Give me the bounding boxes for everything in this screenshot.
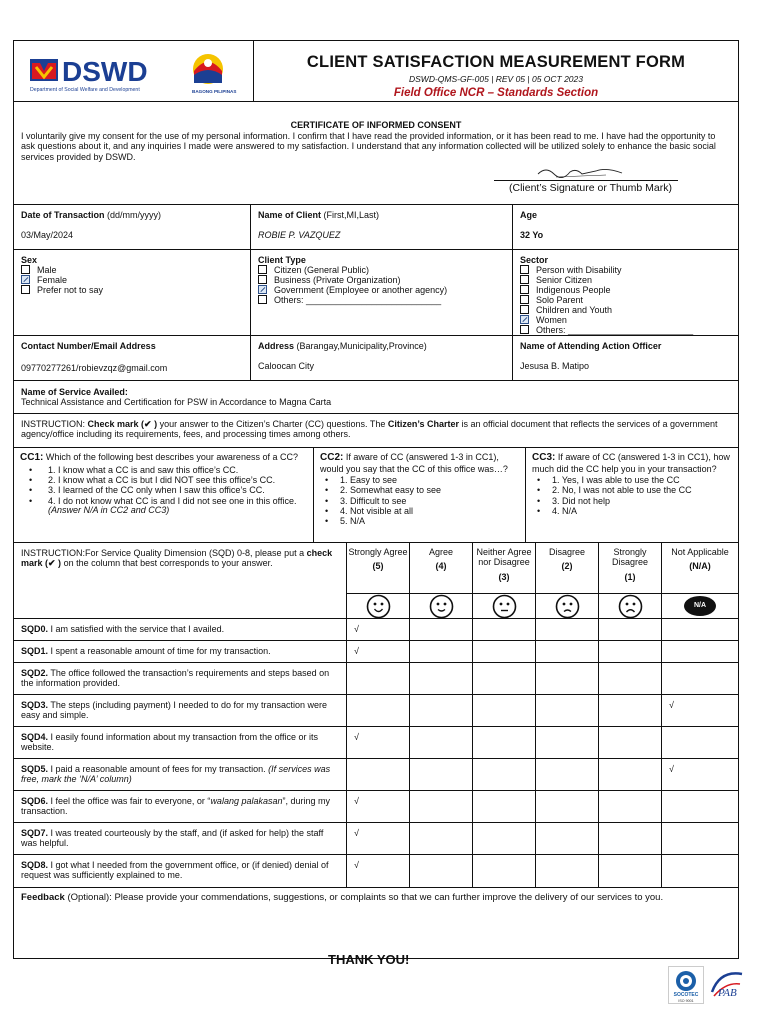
contact-row <box>14 336 738 381</box>
option-label: Male <box>37 265 57 276</box>
sad-face-icon <box>555 594 580 619</box>
option-item[interactable] <box>258 275 505 285</box>
scale-header <box>599 543 662 594</box>
sqd-text: I am satisfied with the service that I availed. <box>48 624 225 634</box>
rating-cell[interactable] <box>662 823 738 855</box>
option-label: Indigenous People <box>536 285 611 296</box>
cc-questions <box>14 448 738 543</box>
form-title: CLIENT SATISFACTION MEASUREMENT FORM <box>306 53 686 71</box>
client-type-label: Client Type <box>258 255 306 265</box>
checked-checkbox[interactable] <box>258 285 267 294</box>
check-mark-icon: √ <box>354 732 359 742</box>
emoji-cell <box>536 594 599 619</box>
sqd-text: The steps (including payment) I needed to do for my transaction were easy and simple. <box>21 700 327 721</box>
checkbox[interactable] <box>21 285 30 294</box>
consent-section <box>14 102 738 205</box>
age-value[interactable]: 32 Yo <box>520 230 544 241</box>
contact-cell <box>14 336 251 380</box>
sector-options <box>520 265 731 335</box>
rating-cell[interactable] <box>599 791 662 823</box>
sqd-code: SQD8. <box>21 860 49 870</box>
rating-cell[interactable] <box>473 823 536 855</box>
checkbox[interactable] <box>258 265 267 274</box>
rating-cell[interactable] <box>536 759 599 791</box>
rating-cell[interactable] <box>599 727 662 759</box>
checkbox[interactable] <box>520 325 529 334</box>
cc1-label: CC1: <box>20 452 44 463</box>
cc-instruction-suffix: is an official document that reflects the services of a government agency/office including its requirements, fees, and processing times among others. <box>21 419 718 440</box>
rating-cell[interactable] <box>410 759 473 791</box>
logo-subtext: Department of Social Welfare and Development <box>30 87 140 93</box>
pab-logo-icon <box>706 966 746 1004</box>
dswd-logo-icon <box>14 41 254 101</box>
sqd-question <box>14 663 347 695</box>
bagong-pilipinas-text: BAGONG PILIPINAS <box>192 89 237 94</box>
pab-badge <box>706 966 746 1004</box>
service-label: Name of Service Availed <box>21 387 125 397</box>
scale-number: (2) <box>561 561 573 572</box>
rating-cell[interactable] <box>347 663 410 695</box>
feedback-section[interactable] <box>14 888 738 958</box>
rating-cell[interactable] <box>599 641 662 663</box>
socotec-logo-icon <box>669 967 703 1003</box>
option-item[interactable] <box>21 265 243 275</box>
cc-option[interactable]: • 3. Did not help <box>532 496 732 506</box>
officer-cell <box>513 336 738 380</box>
scale-header <box>410 543 473 594</box>
address-label: Address <box>258 341 295 351</box>
sqd-table <box>14 543 738 887</box>
cc-option[interactable]: • 2. I know what a CC is but I did NOT see this office’s CC. <box>20 475 307 485</box>
scale-header <box>473 543 536 594</box>
rating-cell[interactable] <box>536 823 599 855</box>
option-label: Prefer not to say <box>37 285 104 296</box>
rating-cell[interactable] <box>473 641 536 663</box>
sqd-text: I feel the office was fair to everyone, or “ <box>48 796 211 806</box>
checked-checkbox[interactable] <box>520 315 529 324</box>
sqd-code: SQD0. <box>21 624 49 634</box>
rating-cell[interactable] <box>662 695 738 727</box>
rating-cell[interactable] <box>473 759 536 791</box>
cc-option[interactable]: • 1. I know what a CC is and saw this office’s CC. <box>20 465 307 475</box>
check-mark-icon: √ <box>669 764 674 774</box>
na-badge-icon: N/A <box>684 596 716 616</box>
rating-cell[interactable] <box>599 855 662 887</box>
rating-cell[interactable] <box>473 855 536 887</box>
sqd-code: SQD3. <box>21 700 49 710</box>
date-hint: (dd/mm/yyyy) <box>107 210 162 220</box>
rating-cell[interactable] <box>662 855 738 887</box>
option-item[interactable] <box>520 305 731 315</box>
check-mark-icon: √ <box>354 796 359 806</box>
cc3-options <box>532 475 732 516</box>
address-value[interactable]: Caloocan City <box>258 361 315 372</box>
cc2-question: If aware of CC (answered 1-3 in CC1), would you say that the CC of this office was…? <box>320 452 508 474</box>
sqd-instruction <box>14 543 347 619</box>
option-label: Women <box>536 315 567 326</box>
sqd-question <box>14 855 347 887</box>
happy-face-icon <box>429 594 454 619</box>
cc-instruction-check: Check mark (✔ ) <box>87 419 158 429</box>
cc-instruction-charter: Citizen’s Charter <box>387 419 460 429</box>
cc-instruction <box>14 414 738 448</box>
socotec-badge <box>668 966 704 1004</box>
option-item[interactable] <box>520 275 731 285</box>
address-hint: (Barangay,Municipality,Province) <box>296 341 427 351</box>
rating-cell[interactable] <box>473 695 536 727</box>
option-label: Solo Parent <box>536 295 584 306</box>
rating-cell[interactable] <box>347 791 410 823</box>
officer-label: Name of Attending Action Officer <box>520 341 662 351</box>
sqd-question <box>14 759 347 791</box>
rating-cell[interactable] <box>347 695 410 727</box>
rating-cell[interactable] <box>347 619 410 641</box>
rating-cell[interactable] <box>410 641 473 663</box>
checked-checkbox[interactable] <box>21 275 30 284</box>
sqd-question <box>14 619 347 641</box>
option-item[interactable] <box>258 285 505 295</box>
very-sad-face-icon <box>618 594 643 619</box>
rating-cell[interactable] <box>347 727 410 759</box>
age-label: Age <box>520 210 538 220</box>
scale-label: Neither Agree nor Disagree <box>476 547 532 568</box>
option-item[interactable] <box>520 325 731 335</box>
rating-cell[interactable] <box>410 663 473 695</box>
rating-cell[interactable] <box>410 619 473 641</box>
option-item[interactable] <box>520 295 731 305</box>
sqd-note: (If services was free, mark the ‘N/A’ column) <box>21 764 331 785</box>
cc1-note: (Answer N/A in CC2 and CC3) <box>48 504 170 515</box>
option-label: Person with Disability <box>536 265 622 276</box>
rating-cell[interactable] <box>473 727 536 759</box>
sqd-text: The office followed the transaction’s requirements and steps based on the information provided. <box>21 668 330 689</box>
service-row: Name of Service Availed: Technical Assistance and Certification for PSW in Accordance to Magna Carta <box>14 381 738 414</box>
cc-option[interactable]: • 1. Easy to see <box>320 475 519 485</box>
rating-cell[interactable] <box>347 641 410 663</box>
cc-option[interactable]: • 2. Somewhat easy to see <box>320 485 519 495</box>
rating-cell[interactable] <box>536 791 599 823</box>
option-label: Government (Employee or another agency) <box>274 285 448 296</box>
feedback-label: Feedback <box>21 892 65 903</box>
sqd-code: SQD7. <box>21 828 49 838</box>
emoji-cell <box>473 594 536 619</box>
form-frame <box>13 40 739 959</box>
option-label: Business (Private Organization) <box>274 275 401 286</box>
check-mark-icon: √ <box>354 624 359 634</box>
rating-cell[interactable] <box>599 695 662 727</box>
sqd-text: I spent a reasonable amount of time for my transaction. <box>48 646 271 656</box>
cc-option[interactable]: • 3. Difficult to see <box>320 496 519 506</box>
emoji-cell <box>599 594 662 619</box>
rating-cell[interactable] <box>599 663 662 695</box>
scale-label: Disagree <box>548 547 586 557</box>
rating-cell[interactable] <box>536 727 599 759</box>
sqd-tail: ”, during my transaction. <box>21 796 331 817</box>
rating-cell[interactable] <box>662 727 738 759</box>
client-name-cell <box>251 205 513 249</box>
rating-cell[interactable] <box>473 663 536 695</box>
sqd-question <box>14 695 347 727</box>
signature-label: (Client’s Signature or Thumb Mark) <box>508 182 672 194</box>
option-item[interactable] <box>258 265 505 275</box>
logo-text: DSWD <box>62 56 148 87</box>
scale-number: (5) <box>372 561 384 572</box>
client-name-label: Name of Client <box>258 210 322 220</box>
neutral-face-icon <box>492 594 517 619</box>
rating-cell[interactable] <box>662 619 738 641</box>
option-label: Senior Citizen <box>536 275 593 286</box>
rating-cell[interactable] <box>536 619 599 641</box>
service-value[interactable]: Technical Assistance and Certification for PSW in Accordance to Magna Carta <box>21 397 332 408</box>
consent-heading: CERTIFICATE OF INFORMED CONSENT <box>290 120 462 130</box>
rating-cell[interactable] <box>599 759 662 791</box>
sqd-instruction-prefix: INSTRUCTION:For Service Quality Dimension (SQD) 0-8, please put a <box>21 548 307 558</box>
rating-cell[interactable] <box>599 823 662 855</box>
rating-cell[interactable] <box>536 855 599 887</box>
client-type-options <box>258 265 505 305</box>
rating-cell[interactable] <box>473 619 536 641</box>
logo-area <box>14 41 254 101</box>
check-mark-icon: √ <box>354 646 359 656</box>
rating-cell[interactable] <box>410 695 473 727</box>
contact-value[interactable]: 09770277261/robievzqz@gmail.com <box>21 363 168 374</box>
signature-line <box>494 180 678 181</box>
cc1-cell <box>14 448 314 542</box>
checkbox[interactable] <box>520 285 529 294</box>
scale-label: Strongly Agree <box>348 547 408 557</box>
check-mark-icon: √ <box>354 860 359 870</box>
option-item[interactable] <box>520 265 731 275</box>
option-item[interactable] <box>21 275 243 285</box>
emoji-cell <box>410 594 473 619</box>
form-header <box>14 41 738 102</box>
check-mark-icon: √ <box>669 700 674 710</box>
cc-option[interactable]: • 4. N/A <box>532 506 732 516</box>
client-name-hint: (First,MI,Last) <box>323 210 380 220</box>
option-item[interactable] <box>520 285 731 295</box>
cc-instruction-mid: your answer to the Citizen’s Charter (CC) questions. The <box>157 419 388 429</box>
date-cell <box>14 205 251 249</box>
option-label: Others: ___________________________ <box>274 295 442 306</box>
rating-cell[interactable] <box>662 663 738 695</box>
signature-scribble <box>536 162 626 182</box>
sex-options <box>21 265 243 295</box>
sqd-code: SQD1. <box>21 646 49 656</box>
option-label: Children and Youth <box>536 305 613 316</box>
scale-header <box>536 543 599 594</box>
very-happy-face-icon <box>366 594 391 619</box>
scale-header <box>347 543 410 594</box>
rating-cell[interactable] <box>662 791 738 823</box>
cc-option[interactable]: • 4. I do not know what CC is and I did not see one in this office. <box>20 496 307 506</box>
socotec-text: SOCOTEC <box>673 992 699 998</box>
sqd-question <box>14 727 347 759</box>
cc3-cell <box>526 448 738 542</box>
cc1-options <box>20 465 307 506</box>
client-name-value[interactable]: ROBIE P. VAZQUEZ <box>258 230 341 241</box>
consent-text: I voluntarily give my consent for the use of my personal information. I confirm that I have read the provided information, or it has been read to me. I have had the opportunity to ask questions about it, and any inquiries I made were answered to my satisfaction. I understand that any information collected will be utilized solely to enhance the basic social services provided by DSWD. <box>21 131 716 162</box>
scale-label: Not Applicable <box>671 547 729 557</box>
sqd-code: SQD6. <box>21 796 49 806</box>
sqd-question <box>14 791 347 823</box>
rating-cell[interactable] <box>410 823 473 855</box>
cc-option[interactable]: • 3. I learned of the CC only when I saw this office’s CC. <box>20 485 307 495</box>
checkbox[interactable] <box>520 265 529 274</box>
scale-number: (4) <box>435 561 447 572</box>
sqd-text: I was treated courteously by the staff, and (if asked for help) the staff was helpful. <box>21 828 324 849</box>
cc1-question: Which of the following best describes your awareness of a CC? <box>43 452 298 462</box>
sqd-text: I paid a reasonable amount of fees for my transaction. <box>48 764 269 774</box>
cc3-question: If aware of CC (answered 1-3 in CC1), how much did the CC help you in your transaction? <box>532 452 730 474</box>
scale-label: Strongly Disagree <box>611 547 649 568</box>
checkbox[interactable] <box>520 305 529 314</box>
scale-number: (1) <box>624 571 636 582</box>
sqd-text: I got what I needed from the government office, or (if denied) denial of request was sufficiently explained to me. <box>21 860 329 881</box>
contact-label: Contact Number/Email Address <box>21 341 156 351</box>
date-value[interactable]: 03/May/2024 <box>21 230 74 241</box>
sqd-code: SQD4. <box>21 732 49 742</box>
rating-cell[interactable] <box>536 641 599 663</box>
sqd-code: SQD2. <box>21 668 49 678</box>
option-item[interactable] <box>258 295 505 305</box>
sqd-code: SQD5. <box>21 764 49 774</box>
rating-cell[interactable] <box>536 695 599 727</box>
sqd-emphasis: walang palakasan <box>210 796 283 806</box>
cc-option[interactable]: • 1. Yes, I was able to use the CC <box>532 475 732 485</box>
sqd-section <box>14 543 738 888</box>
cc-option[interactable]: • 5. N/A <box>320 516 519 526</box>
scale-label: Agree <box>428 547 454 557</box>
checkbox[interactable] <box>520 295 529 304</box>
cc-instruction-prefix: INSTRUCTION: <box>21 419 88 429</box>
check-mark-icon: √ <box>354 828 359 838</box>
sector-cell <box>513 250 738 335</box>
address-cell <box>251 336 513 380</box>
rating-cell[interactable] <box>410 727 473 759</box>
scale-number: (N/A) <box>689 561 711 572</box>
rating-cell[interactable] <box>599 619 662 641</box>
sqd-instruction-check: check mark (✔ ) <box>21 548 333 569</box>
officer-value[interactable]: Jesusa B. Matipo <box>520 361 590 372</box>
rating-cell[interactable] <box>347 823 410 855</box>
option-item[interactable] <box>520 315 731 325</box>
cc2-options <box>320 475 519 527</box>
sex-cell <box>14 250 251 335</box>
client-type-cell <box>251 250 513 335</box>
rating-cell[interactable] <box>473 791 536 823</box>
sex-label: Sex <box>21 255 38 265</box>
checkbox[interactable] <box>520 275 529 284</box>
pab-text: PAB <box>718 987 737 999</box>
scale-number: (3) <box>498 571 510 582</box>
emoji-cell <box>662 594 738 619</box>
office-name: Field Office NCR – Standards Section <box>393 86 599 99</box>
checkbox[interactable] <box>258 295 267 304</box>
rating-cell[interactable] <box>536 663 599 695</box>
rating-cell[interactable] <box>410 855 473 887</box>
sqd-instruction-suffix: on the column that best corresponds to your answer. <box>61 558 273 569</box>
rating-cell[interactable] <box>347 759 410 791</box>
transaction-row <box>14 205 738 250</box>
title-block <box>254 41 738 101</box>
cc2-label: CC2: <box>320 452 344 463</box>
sqd-text: I easily found information about my transaction from the office or its website. <box>21 732 318 753</box>
option-label: Citizen (General Public) <box>274 265 370 276</box>
sqd-question <box>14 641 347 663</box>
option-item[interactable] <box>21 285 243 295</box>
option-label: Female <box>37 275 68 286</box>
thank-you: THANK YOU! <box>328 952 410 967</box>
checkbox[interactable] <box>21 265 30 274</box>
cc-option[interactable]: • 2. No, I was not able to use the CC <box>532 485 732 495</box>
cc2-cell <box>314 448 526 542</box>
cc3-label: CC3: <box>532 452 556 463</box>
sector-label: Sector <box>520 255 549 265</box>
cc-option[interactable]: • 4. Not visible at all <box>320 506 519 516</box>
form-code: DSWD-QMS-GF-005 | REV 05 | 05 OCT 2023 <box>409 73 583 84</box>
rating-cell[interactable] <box>347 855 410 887</box>
rating-cell[interactable] <box>662 641 738 663</box>
feedback-text: (Optional): Please provide your commendations, suggestions, or complaints so that we can further improve the delivery of our services to you. <box>64 892 664 903</box>
emoji-cell <box>347 594 410 619</box>
iso-text: ISO 9001 <box>678 999 694 1003</box>
option-label: Others: _________________________ <box>536 325 694 336</box>
demographics-row <box>14 250 738 336</box>
rating-cell[interactable] <box>662 759 738 791</box>
sqd-question <box>14 823 347 855</box>
checkbox[interactable] <box>258 275 267 284</box>
scale-header <box>662 543 738 594</box>
age-cell <box>513 205 738 249</box>
rating-cell[interactable] <box>410 791 473 823</box>
date-label: Date of Transaction <box>21 210 105 220</box>
